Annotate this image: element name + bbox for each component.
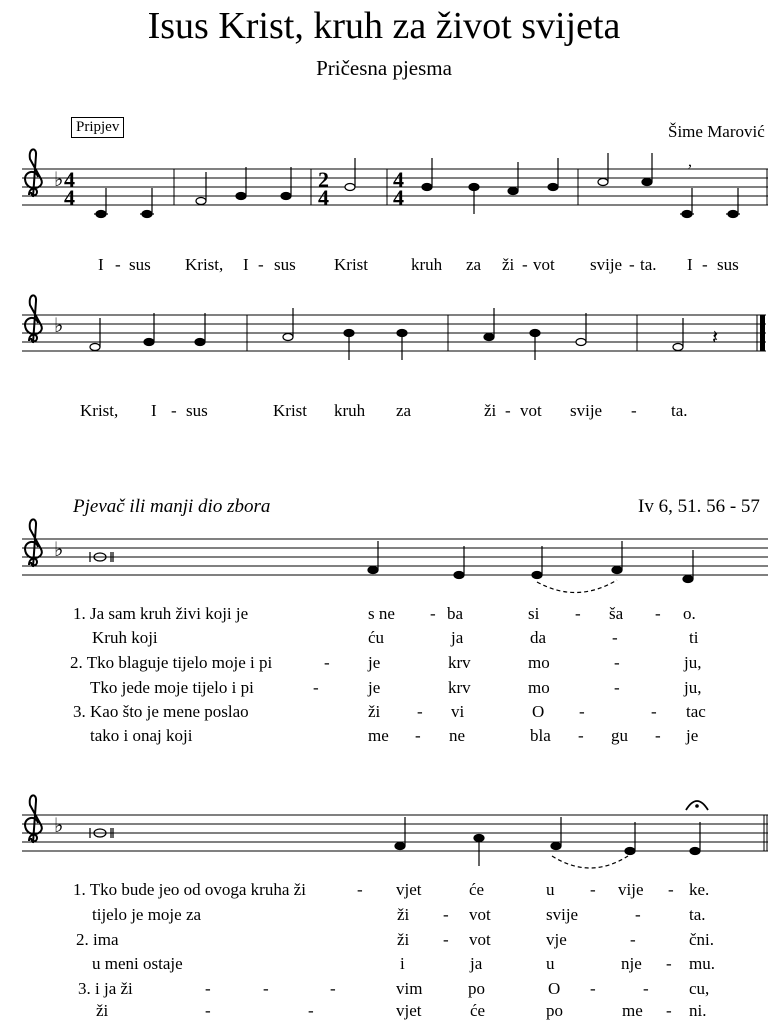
lyric-syllable: Krist xyxy=(273,401,307,420)
verse-text: 2. ima xyxy=(76,930,119,949)
lyric-syllable: čni. xyxy=(689,930,715,949)
treble-clef-icon xyxy=(25,149,42,197)
lyric-syllable: sus xyxy=(717,255,739,274)
lyric-hyphen: - xyxy=(655,604,661,623)
lyric-syllable: tac xyxy=(686,702,706,721)
lyric-syllable: će xyxy=(469,880,485,899)
staff-verse-b xyxy=(22,795,768,868)
lyric-syllable: nje xyxy=(621,954,642,973)
fermata-icon xyxy=(686,801,708,810)
lyric-syllable: o. xyxy=(683,604,696,623)
lyric-syllable: vi xyxy=(451,702,465,721)
lyric-hyphen: - xyxy=(415,726,421,745)
lyric-hyphen: - xyxy=(612,628,618,647)
lyric-hyphen: - xyxy=(702,255,708,274)
lyric-hyphen: - xyxy=(590,979,596,998)
lyric-syllable: svije xyxy=(590,255,623,274)
flat-symbol: ♭ xyxy=(54,315,64,337)
lyric-hyphen: - xyxy=(263,979,269,998)
lyric-syllable: ću xyxy=(368,628,385,647)
lyric-syllable: za xyxy=(396,401,412,420)
lyric-hyphen: - xyxy=(115,255,121,274)
page-subtitle: Pričesna pjesma xyxy=(316,56,452,80)
lyric-syllable: je xyxy=(686,726,699,745)
time-sig-bottom: 4 xyxy=(318,185,329,210)
verse-text: 3. i ja ži xyxy=(78,979,133,998)
lyric-syllable: mo xyxy=(528,678,550,697)
lyric-syllable: u xyxy=(546,880,555,899)
staff-refrain-1 xyxy=(22,149,768,217)
lyric-syllable: I xyxy=(243,255,249,274)
lyric-syllable: je xyxy=(368,678,381,697)
lyric-syllable: O xyxy=(532,702,545,721)
verse-text: tijelo je moje za xyxy=(92,905,202,924)
lyric-hyphen: - xyxy=(655,726,661,745)
lyric-syllable: ta. xyxy=(640,255,657,274)
lyric-syllable: ša xyxy=(609,604,624,623)
lyric-syllable: vije xyxy=(618,880,644,899)
time-sig-top: 2 xyxy=(318,167,329,192)
lyric-hyphen: - xyxy=(171,401,177,420)
lyric-syllable: si xyxy=(528,604,540,623)
lyric-syllable: svije xyxy=(570,401,603,420)
lyric-hyphen: - xyxy=(630,930,636,949)
lyric-hyphen: - xyxy=(614,653,620,672)
lyric-syllable: i xyxy=(400,954,405,973)
lyric-hyphen: - xyxy=(443,930,449,949)
lyric-hyphen: - xyxy=(430,604,436,623)
lyric-syllable: ži xyxy=(397,905,410,924)
lyric-syllable: ja xyxy=(470,954,483,973)
treble-clef-icon xyxy=(25,519,42,567)
lyric-syllable: sus xyxy=(274,255,296,274)
scripture-reference: Iv 6, 51. 56 - 57 xyxy=(638,496,760,517)
lyric-hyphen: - xyxy=(651,702,657,721)
lyric-hyphen: - xyxy=(614,678,620,697)
lyric-syllable: ne xyxy=(449,726,466,745)
verse-text: 1. Ja sam kruh živi koji je xyxy=(73,604,249,623)
lyric-hyphen: - xyxy=(324,653,330,672)
lyric-hyphen: - xyxy=(522,255,528,274)
slur-mark xyxy=(552,856,628,868)
lyric-hyphen: - xyxy=(666,954,672,973)
flat-symbol: ♭ xyxy=(54,539,64,561)
lyric-syllable: da xyxy=(530,628,547,647)
time-sig-bottom: 4 xyxy=(64,185,75,210)
lyric-hyphen: - xyxy=(579,702,585,721)
time-sig-top: 4 xyxy=(64,167,75,192)
page-title: Isus Krist, kruh za život svijeta xyxy=(147,5,621,47)
lyric-syllable: vot xyxy=(533,255,555,274)
lyric-hyphen: - xyxy=(635,905,641,924)
lyric-syllable: O xyxy=(548,979,561,998)
lyric-syllable: Krist, xyxy=(80,401,119,420)
lyric-hyphen: - xyxy=(417,702,423,721)
lyric-syllable: s ne xyxy=(368,604,395,623)
lyric-syllable: gu xyxy=(611,726,628,745)
lyric-syllable: vot xyxy=(520,401,542,420)
lyric-syllable: je xyxy=(368,653,381,672)
lyric-syllable: vje xyxy=(546,930,567,949)
lyric-syllable: krv xyxy=(448,678,471,697)
lyric-syllable: u xyxy=(546,954,555,973)
lyric-syllable: svije xyxy=(546,905,579,924)
slur-mark xyxy=(537,580,617,593)
lyric-hyphen: - xyxy=(629,255,635,274)
breath-mark: , xyxy=(688,153,692,170)
verse-text: u meni ostaje xyxy=(92,954,183,973)
staff-refrain-2 xyxy=(22,295,766,360)
flat-symbol: ♭ xyxy=(54,169,64,191)
lyric-syllable: vjet xyxy=(396,1001,422,1020)
lyric-syllable: će xyxy=(470,1001,486,1020)
lyric-hyphen: - xyxy=(578,726,584,745)
lyric-hyphen: - xyxy=(575,604,581,623)
lyric-syllable: kruh xyxy=(411,255,443,274)
lyric-syllable: I xyxy=(151,401,157,420)
flat-symbol: ♭ xyxy=(54,815,64,837)
lyric-syllable: ke. xyxy=(689,880,710,899)
lyric-syllable: ži xyxy=(368,702,381,721)
composer-name: Šime Marović xyxy=(668,122,765,141)
lyric-syllable: krv xyxy=(448,653,471,672)
lyric-syllable: vim xyxy=(396,979,423,998)
lyric-syllable: ži xyxy=(484,401,497,420)
verse-text: 2. Tko blaguje tijelo moje i pi xyxy=(70,653,273,672)
verse-text: 3. Kao što je mene poslao xyxy=(73,702,249,721)
lyric-syllable: bla xyxy=(530,726,551,745)
lyric-syllable: po xyxy=(468,979,485,998)
lyric-syllable: ju, xyxy=(684,653,702,672)
lyric-syllable: vjet xyxy=(396,880,422,899)
lyric-syllable: ta. xyxy=(671,401,688,420)
lyric-syllable: I xyxy=(98,255,104,274)
lyric-syllable: sus xyxy=(186,401,208,420)
lyric-syllable: po xyxy=(546,1001,563,1020)
lyric-syllable: ju, xyxy=(684,678,702,697)
treble-clef-icon xyxy=(25,295,42,343)
lyric-syllable: kruh xyxy=(334,401,366,420)
lyric-syllable: mo xyxy=(528,653,550,672)
lyric-syllable: me xyxy=(368,726,389,745)
time-sig-bottom: 4 xyxy=(393,185,404,210)
lyric-hyphen: - xyxy=(205,979,211,998)
lyric-syllable: ni. xyxy=(689,1001,707,1020)
lyric-hyphen: - xyxy=(308,1001,314,1020)
refrain-label: Pripjev xyxy=(71,117,124,138)
verse-text: ži xyxy=(96,1001,109,1020)
lyric-syllable: vot xyxy=(469,905,491,924)
lyric-syllable: Krist xyxy=(334,255,368,274)
lyric-syllable: ja xyxy=(451,628,464,647)
lyric-hyphen: - xyxy=(357,880,363,899)
lyric-hyphen: - xyxy=(668,880,674,899)
lyric-hyphen: - xyxy=(330,979,336,998)
lyric-hyphen: - xyxy=(590,880,596,899)
lyric-syllable: mu. xyxy=(689,954,715,973)
lyric-syllable: ži xyxy=(502,255,515,274)
cantor-instruction: Pjevač ili manji dio zbora xyxy=(73,496,271,517)
lyric-hyphen: - xyxy=(443,905,449,924)
lyric-syllable: ži xyxy=(397,930,410,949)
treble-clef-icon xyxy=(25,795,42,843)
time-sig-top: 4 xyxy=(393,167,404,192)
lyric-syllable: Krist, xyxy=(185,255,224,274)
lyric-hyphen: - xyxy=(643,979,649,998)
verse-text: Kruh koji xyxy=(92,628,158,647)
lyric-syllable: za xyxy=(466,255,482,274)
lyric-syllable: ta. xyxy=(689,905,706,924)
verse-text: Tko jede moje tijelo i pi xyxy=(90,678,254,697)
lyric-syllable: me xyxy=(622,1001,643,1020)
lyric-hyphen: - xyxy=(666,1001,672,1020)
lyric-syllable: vot xyxy=(469,930,491,949)
lyric-syllable: ba xyxy=(447,604,464,623)
lyric-hyphen: - xyxy=(631,401,637,420)
lyric-syllable: I xyxy=(687,255,693,274)
verse-text: tako i onaj koji xyxy=(90,726,193,745)
lyric-syllable: ti xyxy=(689,628,699,647)
lyric-hyphen: - xyxy=(505,401,511,420)
lyric-syllable: sus xyxy=(129,255,151,274)
lyric-hyphen: - xyxy=(205,1001,211,1020)
staff-verse-a xyxy=(22,519,768,592)
lyric-syllable: cu, xyxy=(689,979,710,998)
quarter-rest: 𝄽 xyxy=(712,327,719,349)
lyric-hyphen: - xyxy=(258,255,264,274)
verse-text: 1. Tko bude jeo od ovoga kruha ži xyxy=(73,880,306,899)
lyric-hyphen: - xyxy=(313,678,319,697)
